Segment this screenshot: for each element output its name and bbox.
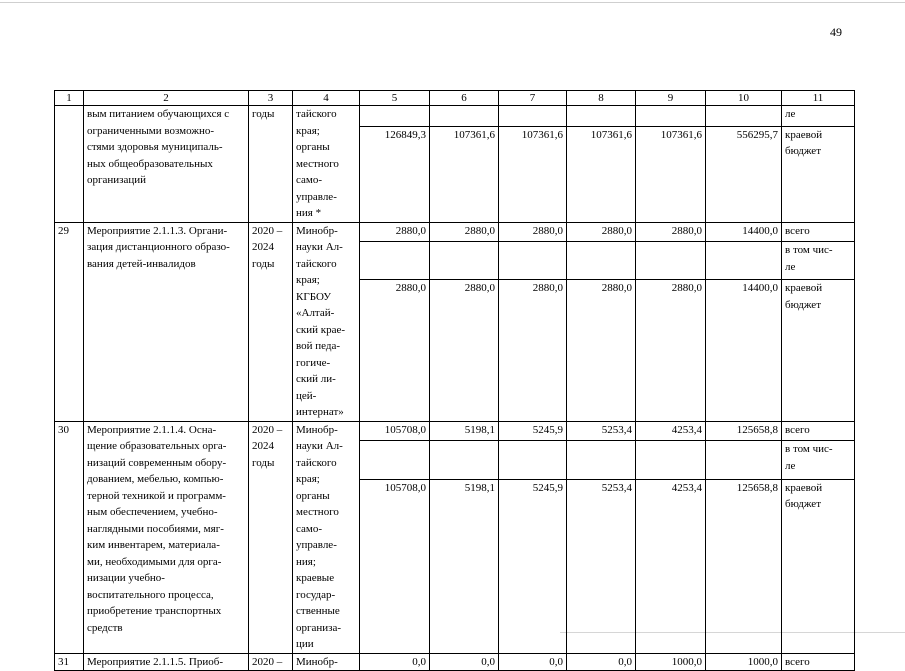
item-name-cell [84,106,249,223]
header-col-9: 9 [636,91,706,106]
value-cell-col-9: 2880,0 [636,280,706,421]
item-years-cell [249,222,293,421]
value-cell-col-6: 5198,1 [430,479,499,653]
value-cell-col-10: 14400,0 [706,280,782,421]
item-years-cell [249,106,293,223]
value-cell-col-7: 2880,0 [499,222,567,242]
value-cell-col-5: 0,0 [360,653,430,671]
text-line: вой педа- [296,340,341,352]
item-number-cell: 30 [55,421,84,653]
value-cell-col-6 [430,106,499,127]
item-executor-cell [293,222,360,421]
text-line: края; [296,124,320,137]
text-line: краевые [296,572,335,584]
text-line: тайского [296,456,337,469]
item-name-cell [84,222,249,421]
text-line: краевой [785,128,823,141]
value-cell-col-6 [430,242,499,280]
text-line: организаций [87,174,147,186]
item-years-cell [249,653,293,671]
text-line: ми, необходимыми для орга- [87,555,222,568]
text-line: ский крае- [296,323,346,336]
table-row [55,421,855,441]
text-line: науки Ал- [296,241,343,253]
value-cell-col-6 [430,441,499,479]
text-line: ский ли- [296,373,336,385]
header-col-11: 11 [782,91,855,106]
text-line: средств [87,621,123,634]
scan-edge-top [0,2,905,3]
header-col-8: 8 [567,91,636,106]
value-cell-col-7 [499,242,567,280]
funding-source-cell [782,222,855,242]
value-cell-col-5: 105708,0 [360,421,430,441]
text-line: ограниченными возможно- [87,124,214,137]
text-line: ния * [296,207,322,219]
value-cell-col-6: 2880,0 [430,280,499,421]
value-cell-col-10: 125658,8 [706,421,782,441]
text-line: края; [296,473,320,485]
text-line: ле [785,260,796,273]
value-cell-col-7 [499,441,567,479]
value-cell-col-7: 2880,0 [499,280,567,421]
text-line: приобретение транспортных [87,605,222,617]
text-line: 2020 – [252,655,283,668]
value-cell-col-8: 5253,4 [567,479,636,653]
text-line: ственные [296,605,340,617]
value-cell-col-10: 1000,0 [706,653,782,671]
item-executor-cell [293,421,360,653]
text-line: Мероприятие 2.1.1.5. Приоб- [87,655,224,668]
value-cell-col-5: 2880,0 [360,280,430,421]
value-cell-col-6: 5198,1 [430,421,499,441]
value-cell-col-7: 5245,9 [499,479,567,653]
text-line: Минобр- [296,423,338,436]
table-row [55,653,855,671]
text-line: ле [785,459,796,472]
text-line: ким инвентарем, материала- [87,539,220,551]
text-line: краевой [785,282,823,295]
header-row [55,91,855,106]
text-line: стями здоровья муниципаль- [87,141,223,153]
header-col-2: 2 [84,91,249,106]
text-line: годы [252,456,275,469]
text-line: края; [296,274,320,286]
value-cell-col-6: 107361,6 [430,126,499,222]
text-line: цей- [296,389,317,402]
text-line: бюджет [785,498,821,511]
text-line: управле- [296,539,337,551]
text-line: органы [296,141,330,153]
text-line: Мероприятие 2.1.1.4. Осна- [87,423,217,436]
text-line: низации учебно- [87,572,165,584]
text-line: бюджет [785,298,821,311]
header-col-3: 3 [249,91,293,106]
item-name-cell [84,421,249,653]
text-line: краевой [785,481,823,494]
program-table [54,90,855,671]
value-cell-col-8: 5253,4 [567,421,636,441]
header-col-10: 10 [706,91,782,106]
value-cell-col-5: 2880,0 [360,222,430,242]
value-cell-col-8: 0,0 [567,653,636,671]
text-line: тайского [296,108,337,120]
text-line: управле- [296,190,337,203]
text-line: ции [296,638,314,650]
value-cell-col-10: 556295,7 [706,126,782,222]
text-line: КГБОУ [296,290,332,303]
header-col-7: 7 [499,91,567,106]
value-cell-col-5 [360,441,430,479]
value-cell-col-6: 0,0 [430,653,499,671]
funding-source-cell [782,242,855,280]
text-line: местного [296,157,339,170]
text-line: вым питанием обучающихся с [87,108,230,120]
text-line: «Алтай- [296,307,335,319]
text-line: вания детей-инвалидов [87,257,196,270]
value-cell-col-9: 4253,4 [636,479,706,653]
header-col-4: 4 [293,91,360,106]
item-number-cell [55,106,84,223]
header-col-1: 1 [55,91,84,106]
value-cell-col-8 [567,242,636,280]
text-line: наглядными пособиями, мяг- [87,522,224,535]
value-cell-col-7 [499,106,567,127]
header-col-5: 5 [360,91,430,106]
item-number-cell: 29 [55,222,84,421]
funding-source-cell [782,421,855,441]
text-line: всего [785,224,810,237]
text-line: низаций современным обору- [87,456,227,469]
text-line: ным обеспечением, учебно- [87,506,218,518]
value-cell-col-5 [360,106,430,127]
text-line: Минобр- [296,655,338,668]
value-cell-col-9: 4253,4 [636,421,706,441]
item-name-cell [84,653,249,671]
value-cell-col-9: 107361,6 [636,126,706,222]
text-line: ных общеобразовательных [87,157,213,170]
value-cell-col-9: 1000,0 [636,653,706,671]
value-cell-col-10 [706,106,782,127]
text-line: щение образовательных орга- [87,440,227,452]
value-cell-col-10 [706,242,782,280]
item-executor-cell [293,653,360,671]
text-line: годы [252,257,275,270]
value-cell-col-9 [636,106,706,127]
text-line: годы [252,108,275,120]
page-number: 49 [830,25,842,39]
value-cell-col-8: 2880,0 [567,222,636,242]
value-cell-col-9 [636,242,706,280]
value-cell-col-6: 2880,0 [430,222,499,242]
table-body [55,106,855,671]
text-line: ния; [296,555,316,568]
table-row [55,106,855,127]
text-line: 2020 – [252,224,283,237]
item-number-cell: 31 [55,653,84,671]
text-line: терной техникой и программ- [87,489,226,502]
value-cell-col-5: 126849,3 [360,126,430,222]
item-executor-cell [293,106,360,223]
text-line: Мероприятие 2.1.1.3. Органи- [87,224,228,237]
value-cell-col-8: 107361,6 [567,126,636,222]
funding-source-cell [782,126,855,222]
value-cell-col-10: 125658,8 [706,479,782,653]
value-cell-col-7: 0,0 [499,653,567,671]
text-line: 2024 [252,241,274,253]
text-line: всего [785,423,810,436]
value-cell-col-8 [567,441,636,479]
text-line: науки Ал- [296,440,343,452]
table-row [55,222,855,242]
text-line: государ- [296,588,336,601]
text-line: тайского [296,257,337,270]
text-line: ле [785,108,796,120]
funding-source-cell [782,106,855,127]
text-line: бюджет [785,145,821,158]
funding-source-cell [782,653,855,671]
value-cell-col-5: 105708,0 [360,479,430,653]
text-line: в том чис- [785,244,833,257]
text-line: 2024 [252,440,274,452]
value-cell-col-10 [706,441,782,479]
text-line: Минобр- [296,224,338,237]
text-line: местного [296,506,339,518]
text-line: организа- [296,621,342,634]
text-line: органы [296,489,330,502]
funding-source-cell [782,280,855,421]
value-cell-col-9 [636,441,706,479]
text-line: в том чис- [785,443,833,456]
text-line: интернат» [296,406,344,418]
text-line: само- [296,174,323,186]
value-cell-col-7: 5245,9 [499,421,567,441]
header-col-6: 6 [430,91,499,106]
value-cell-col-10: 14400,0 [706,222,782,242]
text-line: 2020 – [252,423,283,436]
item-years-cell [249,421,293,653]
value-cell-col-8: 2880,0 [567,280,636,421]
text-line: воспитательного процесса, [87,588,214,601]
text-line: гогиче- [296,356,331,369]
text-line: дованием, мебелью, компью- [87,473,224,485]
funding-source-cell [782,441,855,479]
funding-source-cell [782,479,855,653]
value-cell-col-7: 107361,6 [499,126,567,222]
text-line: зация дистанционного образо- [87,241,230,253]
text-line: само- [296,522,323,535]
text-line: всего [785,655,810,668]
value-cell-col-9: 2880,0 [636,222,706,242]
value-cell-col-5 [360,242,430,280]
value-cell-col-8 [567,106,636,127]
